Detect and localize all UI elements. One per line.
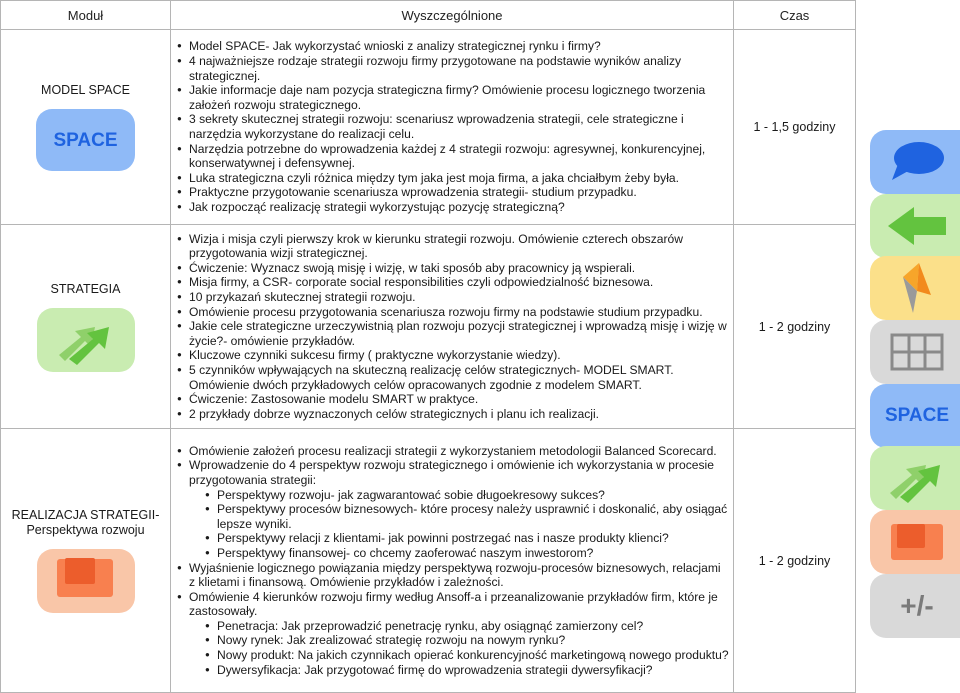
list-item: ● Model SPACE- Jak wykorzystać wnioski z analizy strategicznej rynku i firmy? <box>177 39 727 54</box>
plus-minus-icon[interactable] <box>870 574 960 638</box>
list-item: ● Nowy rynek: Jak zrealizować strategię rozwoju na nowym rynku? <box>205 633 733 648</box>
list-item: ● Omówienie 4 kierunków rozwoju firmy według Ansoff-a i przeanalizowanie przykładów firm, które je zastosowały. <box>177 590 727 619</box>
list-item: ● 10 przykazań skutecznej strategii rozwoju. <box>177 290 727 305</box>
list-item: ● 5 czynników wpływających na skuteczną realizację celów strategicznych- MODEL SMART. Omówienie dwóch przykładowych celów opracowanych zgodnie z modelem SMART. <box>177 363 727 392</box>
details-list <box>171 444 733 488</box>
list-item: ● Kluczowe czynniki sukcesu firmy ( praktyczne wykorzystanie wiedzy). <box>177 348 727 363</box>
details-list <box>171 39 733 214</box>
table-row <box>1 225 856 429</box>
list-item: ● Jak rozpocząć realizację strategii wykorzystując pozycję strategiczną? <box>177 200 727 215</box>
table-row <box>1 429 856 693</box>
time-cell: 1 - 2 godziny <box>734 225 856 429</box>
module-cell <box>1 429 171 693</box>
orange-square-icon[interactable] <box>870 510 960 574</box>
space-nav-label: SPACE <box>884 405 950 426</box>
growth-arrow-icon[interactable] <box>870 446 960 510</box>
details-cell <box>171 30 734 225</box>
compass-icon[interactable] <box>870 256 960 320</box>
table-header-row <box>1 1 856 30</box>
list-item: ● Ćwiczenie: Wyznacz swoją misję i wizję, w taki sposób aby pracownicy ją wspierali. <box>177 261 727 276</box>
list-item: ● Omówienie procesu przygotowania scenariusza rozwoju firmy na podstawie studium przypadku. <box>177 305 727 320</box>
list-item: ● Omówienie założeń procesu realizacji strategii z wykorzystaniem metodologii Balanced Scorecard. <box>177 444 727 459</box>
grid-icon[interactable] <box>870 320 960 384</box>
sub-list <box>171 619 733 677</box>
list-item: ● Dywersyfikacja: Jak przygotować firmę do wprowadzenia strategii dywersyfikacji? <box>205 663 733 678</box>
list-item: ● 4 najważniejsze rodzaje strategii rozwoju firmy przygotowane na podstawie wyników analizy strategicznej. <box>177 54 727 83</box>
list-item: ● Penetracja: Jak przeprowadzić penetrację rynku, aby osiągnąć zamierzony cel? <box>205 619 733 634</box>
time-cell: 1 - 1,5 godziny <box>734 30 856 225</box>
module-name: STRATEGIA <box>50 281 121 296</box>
list-item: ● Praktyczne przygotowanie scenariusza wprowadzenia strategii- studium przypadku. <box>177 185 727 200</box>
list-item: ● Perspektywy relacji z klientami- jak powinni postrzegać nas i nasze produkty klienci? <box>205 531 733 546</box>
list-item: ● 2 przykłady dobrze wyznaczonych celów strategicznych i planu ich realizacji. <box>177 407 727 422</box>
sub-list <box>171 488 733 561</box>
arrow-left-icon[interactable] <box>870 194 960 258</box>
module-name: MODEL SPACE <box>41 83 130 97</box>
list-item: ● Misja firmy, a CSR- corporate social responsibilities czyli odpowiedzialność biznesowa. <box>177 275 727 290</box>
module-subname: Perspektywa rozwoju <box>26 523 145 537</box>
list-item: ● Narzędzia potrzebne do wprowadzenia każdej z 4 strategii rozwoju: agresywnej, konkurencyjnej, konserwatywnej i defensywnej. <box>177 142 727 171</box>
details-list <box>171 232 733 422</box>
list-item: ● Luka strategiczna czyli różnica między tym jaka jest moja firma, a jaka chciałbym żeby była. <box>177 171 727 186</box>
list-item: ● Wprowadzenie do 4 perspektyw rozwoju strategicznego i omówienie ich wykorzystania w procesie przygotowania strategii: <box>177 458 727 487</box>
list-item: ● Perspektywy finansowej- co chcemy zaoferować naszym inwestorom? <box>205 546 733 561</box>
list-item: ● Jakie informacje daje nam pozycja strategiczna firmy? Omówienie procesu logicznego tworzenia założeń rozwoju strategicznego. <box>177 83 727 112</box>
speech-bubble-icon[interactable] <box>870 130 960 194</box>
list-item: ● Wizja i misja czyli pierwszy krok w kierunku strategii rozwoju. Omówienie czterech obszarów przygotowania wizji strategicznej. <box>177 232 727 261</box>
list-item: ● Jakie cele strategiczne urzeczywistnią plan rozwoju pozycji strategicznej i wprowadzą misję i wizję w życie?- omówienie przykładów. <box>177 319 727 348</box>
space-tile-icon <box>36 109 135 171</box>
module-name: REALIZACJA STRATEGII- <box>11 508 160 522</box>
header-time: Czas <box>734 1 856 30</box>
header-module: Moduł <box>1 1 171 30</box>
header-details: Wyszczególnione <box>171 1 734 30</box>
plus-minus-label: +/- <box>900 590 934 621</box>
table-row <box>1 30 856 225</box>
time-cell: 1 - 2 godziny <box>734 429 856 693</box>
details-cell <box>171 429 734 693</box>
module-cell <box>1 30 171 225</box>
list-item: ● Perspektywy rozwoju- jak zagwarantować sobie długoekresowy sukces? <box>205 488 733 503</box>
orange-square-icon <box>37 549 135 613</box>
list-item: ● Wyjaśnienie logicznego powiązania między perspektywą rozwoju-procesów biznesowych, relacjami z klietami i finansową. Omówienie przykładów i zależności. <box>177 561 727 590</box>
list-item: ● Ćwiczenie: Zastosowanie modelu SMART w praktyce. <box>177 392 727 407</box>
space-icon[interactable] <box>870 384 960 448</box>
module-cell <box>1 225 171 429</box>
list-item: ● Perspektywy procesów biznesowych- które procesy należy usprawnić i doskonalić, aby osiągać lepsze wyniki. <box>205 502 733 531</box>
list-item: ● Nowy produkt: Na jakich czynnikach opierać konkurencyjność marketingową nowego produktu? <box>205 648 733 663</box>
space-tile-label: SPACE <box>53 129 118 151</box>
growth-arrow-icon <box>37 308 135 372</box>
details-list <box>171 561 733 619</box>
details-cell <box>171 225 734 429</box>
list-item: ● 3 sekrety skutecznej strategii rozwoju: scenariusz wprowadzenia strategii, cele strategiczne i narzędzia wykorzystane do realizacji celu. <box>177 112 727 141</box>
